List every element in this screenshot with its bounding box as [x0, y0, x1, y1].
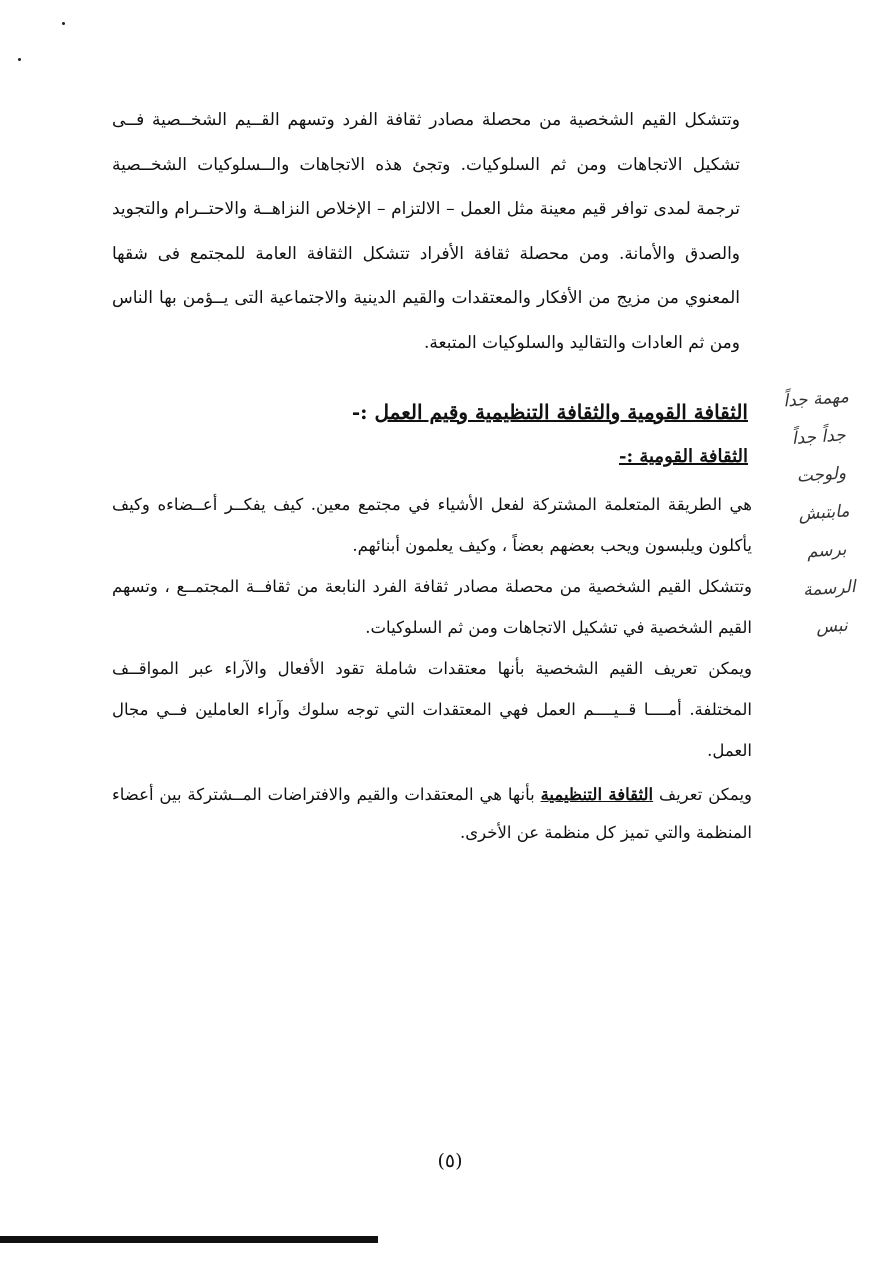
scan-speck-1 [62, 22, 65, 25]
organizational-culture-text [112, 776, 752, 852]
note-line-1: مهمة جداً [782, 387, 850, 412]
page-number: (٥) [437, 1150, 463, 1172]
bottom-scan-rule [0, 1236, 378, 1243]
note-line-7: نبس [815, 615, 849, 638]
note-line-2: جداً جداً [791, 425, 847, 450]
org-culture-before: ويمكن تعريف [653, 785, 753, 804]
note-line-4: مابتبش [797, 501, 851, 525]
national-culture-body [112, 484, 752, 771]
work-values-paragraph: ويمكن تعريف القيم الشخصية بأنها معتقدات شاملة تقود الأفعال والآراء عبر المواقــف المختلفة. أمــــا قــيــــم العمل فهي المعتقدات التي توجه سلوك وآراء العاملين فــي مجال العمل. [112, 659, 752, 760]
section-heading [300, 400, 748, 424]
national-culture-definition: هي الطريقة المتعلمة المشتركة لفعل الأشياء في مجتمع معين. كيف يفكــر أعــضاءه وكيف يأكلون ويلبسون ويحب بعضهم بعضاً ، وكيف يعلمون أبنائهم. [112, 495, 752, 555]
personal-values-paragraph: وتتشكل القيم الشخصية من محصلة مصادر ثقافة الفرد النابعة من ثقافــة المجتمــع ، وتسهم القيم الشخصية في تشكيل الاتجاهات ومن ثم السلوكيات. [112, 577, 752, 637]
organizational-culture-paragraph [112, 776, 752, 852]
org-culture-after: بأنها هي المعتقدات والقيم والافتراضات المــشتركة بين أعضاء المنظمة والتي تميز كل منظمة عن الأخرى. [112, 785, 752, 842]
note-line-3: ولوجت [796, 463, 847, 487]
subsection-heading: الثقافة القومية :- [618, 446, 748, 467]
scan-speck-2 [18, 58, 21, 61]
section-heading-suffix: :- [351, 400, 375, 424]
handwritten-margin-note [759, 376, 889, 649]
org-culture-term: الثقافة التنظيمية [540, 785, 654, 804]
intro-paragraph-text: وتتشكل القيم الشخصية من محصلة مصادر ثقافة الفرد وتسهم القــيم الشخــصية فــى تشكيل الاتجاهات ومن ثم السلوكيات. وتجئ هذه الاتجاهات والــسلوكيات الشخــصية ترجمة لمدى توافر قيم معينة مثل العمل – الالتزام – الإخلاص النزاهــة والاحتــرام والتجويد والصدق والأمانة. ومن محصلة ثقافة الأفراد تتشكل الثقافة العامة للمجتمع فى شقها المعنوي من مزيج من الأفكار والمعتقدات والقيم الدينية والاجتماعية التى يــؤمن بها الناس ومن ثم العادات والتقاليد والسلوكيات المتبعة. [112, 110, 740, 353]
intro-paragraph [112, 98, 740, 365]
section-heading-text: الثقافة القومية والثقافة التنظيمية وقيم العمل [374, 400, 748, 424]
note-line-5: برسم [806, 539, 848, 563]
note-line-6: الرسمة [802, 577, 857, 601]
